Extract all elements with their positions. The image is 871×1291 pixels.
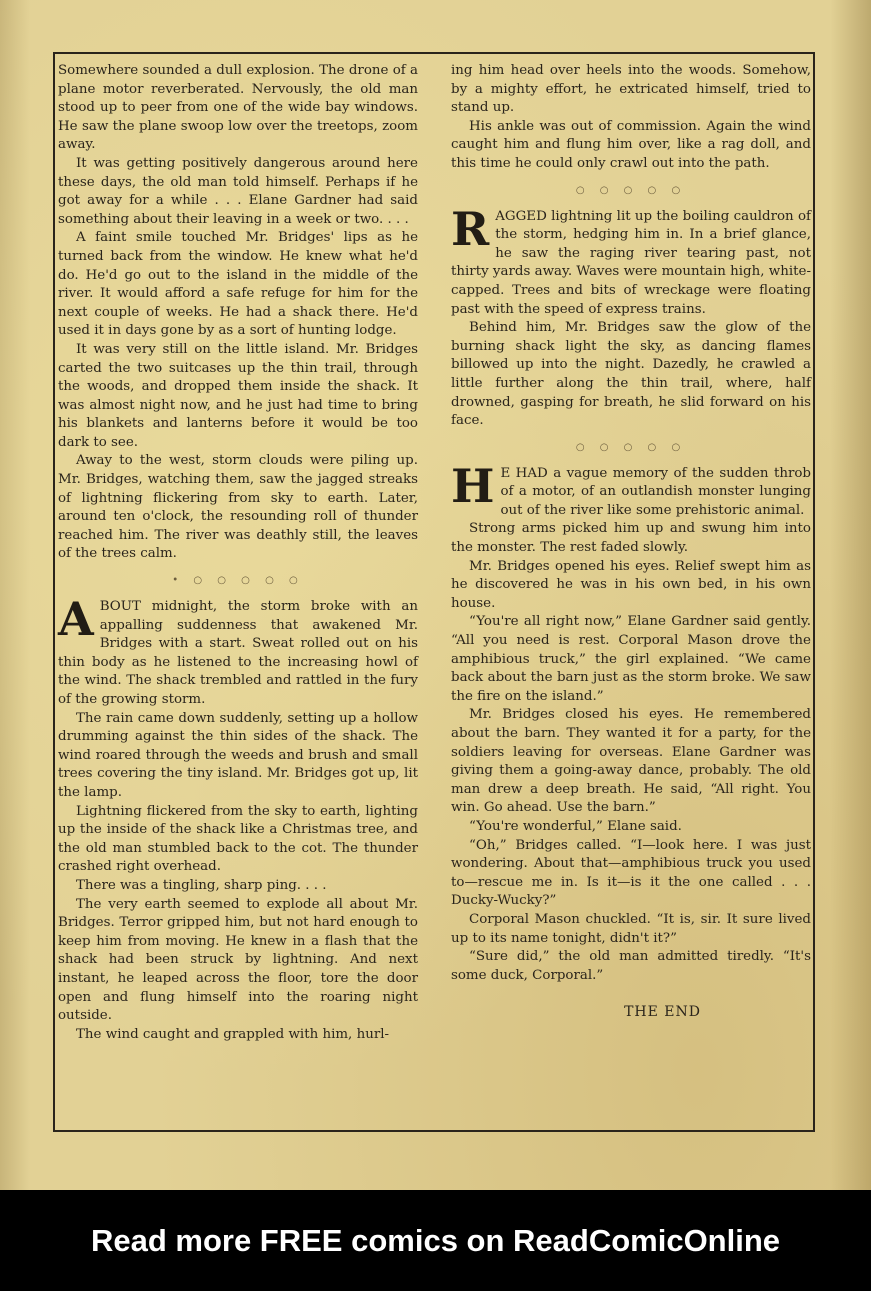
section-divider: ○ ○ ○ ○ ○ [575, 441, 687, 453]
paragraph: The very earth seemed to explode all about Mr. Bridges. Terror gripped him, but not hard enough to keep him from moving. He knew in a flash that the shack had been struck by lightning. And next instant, he leaped across the floor, tore the door open and flung himself into the roaring night outside. [58, 896, 418, 1024]
paragraph-text: E HAD a vague memory of the sudden throb of a motor, of an outlandish monster lunging out of the river like some prehistoric animal. [500, 465, 811, 518]
promo-link-text[interactable]: Read more FREE comics on ReadComicOnline [90, 1222, 781, 1258]
paragraph-dropcap [451, 458, 811, 521]
text-column-left [58, 62, 418, 1044]
paragraph: Corporal Mason chuckled. “It is, sir. It sure lived up to its name tonight, didn't it?” [451, 911, 811, 946]
paragraph: His ankle was out of commission. Again the wind caught him and flung him over, like a rag doll, and this time he could only crawl out into the path. [451, 118, 811, 171]
promo-banner[interactable] [0, 1190, 871, 1291]
paragraph: The rain came down suddenly, setting up a hollow drumming against the thin sides of the shack. The wind roared through the weeds and brush and small trees covering the tiny island. Mr. Bridges got up, lit the lamp. [58, 710, 418, 800]
paragraph-dropcap [58, 592, 418, 710]
paragraph: Somewhere sounded a dull explosion. The drone of a plane motor reverberated. Nervously, the old man stood up to peer from one of the wide bay windows. He saw the plane swoop low over the treetops, zoom away. [58, 63, 418, 153]
paragraph-text: AGGED lightning lit up the boiling cauldron of the storm, hedging him in. In a brief glance, he saw the raging river tearing past, not thirty yards away. Waves were mountain high, white-capped. Trees and bits of wreckage were floating past with the speed of express trains. [451, 208, 811, 317]
paragraph: “Oh,” Bridges called. “I—look here. I was just wondering. About that—amphibious truck you used to—rescue me in. Is it—is it the one called . . . Ducky-Wucky?” [451, 837, 811, 909]
the-end-label: THE END [624, 1004, 701, 1021]
paragraph-text: BOUT midnight, the storm broke with an appalling suddenness that awakened Mr. Bridges with a start. Sweat rolled out on his thin body as he listened to the increasing howl of the wind. The shack trembled and rattled in the fury of the growing storm. [58, 599, 418, 707]
section-divider: • ○ ○ ○ ○ ○ [172, 575, 304, 587]
paragraph: “Sure did,” the old man admitted tiredly. “It's some duck, Corporal.” [451, 949, 811, 983]
paragraph: Strong arms picked him up and swung him into the monster. The rest faded slowly. [451, 521, 811, 556]
drop-cap-letter: R [451, 201, 490, 256]
paragraph: The wind caught and grappled with him, hurl- [76, 1026, 390, 1042]
paragraph: Mr. Bridges opened his eyes. Relief swept him as he discovered he was in his own bed, in his own house. [451, 558, 811, 611]
text-column-right [451, 62, 811, 1022]
drop-cap-letter: H [451, 458, 495, 513]
paragraph: It was very still on the little island. Mr. Bridges carted the two suitcases up the thin trail, through the woods, and dropped them inside the shack. It was almost night now, and he just had time to bring his blankets and lanterns before it would be too dark to see. [58, 341, 418, 450]
paragraph-dropcap [451, 201, 811, 320]
paragraph: “You're wonderful,” Elane said. [469, 818, 682, 834]
section-divider: ○ ○ ○ ○ ○ [575, 184, 687, 196]
paragraph: Lightning flickered from the sky to earth, lighting up the inside of the shack like a Christmas tree, and the old man stumbled back to the cot. The thunder crashed right overhead. [58, 803, 418, 875]
drop-cap-letter: A [58, 592, 94, 647]
paragraph: A faint smile touched Mr. Bridges' lips as he turned back from the window. He knew what he'd do. He'd go out to the island in the middle of the river. It would afford a safe refuge for him for the next couple of weeks. He had a shack there. He'd used it in days gone by as a sort of hunting lodge. [58, 230, 418, 339]
paragraph: Mr. Bridges closed his eyes. He remembered about the barn. They wanted it for a party, for the soldiers leaving for overseas. Elane Gardner was giving them a going-away dance, probably. The old man drew a deep breath. He said, “All right. You win. Go ahead. Use the barn.” [451, 707, 811, 816]
paragraph: There was a tingling, sharp ping. . . . [76, 877, 327, 893]
paragraph: Behind him, Mr. Bridges saw the glow of the burning shack light the sky, as dancing flames billowed up into the night. Dazedly, he crawled a little further along the thin trail, where, half drowned, gasping for breath, he slid forward on his face. [451, 320, 811, 429]
paragraph: “You're all right now,” Elane Gardner said gently. “All you need is rest. Corporal Mason drove the amphibious truck,” the girl explained. “We came back about the barn just as the storm broke. We saw the fire on the island.” [451, 614, 811, 704]
paragraph: Away to the west, storm clouds were piling up. Mr. Bridges, watching them, saw the jagged streaks of lightning flickering from sky to earth. Later, around ten o'clock, the resounding roll of thunder reached him. The river was deathly still, the leaves of the trees calm. [58, 453, 418, 562]
paragraph: ing him head over heels into the woods. Somehow, by a mighty effort, he extricated himself, tried to stand up. [451, 63, 811, 116]
paragraph: It was getting positively dangerous around here these days, the old man told himself. Perhaps if he got away for a while . . . Elane Gardner had said something about their leaving in a week or two. . . . [58, 155, 418, 227]
